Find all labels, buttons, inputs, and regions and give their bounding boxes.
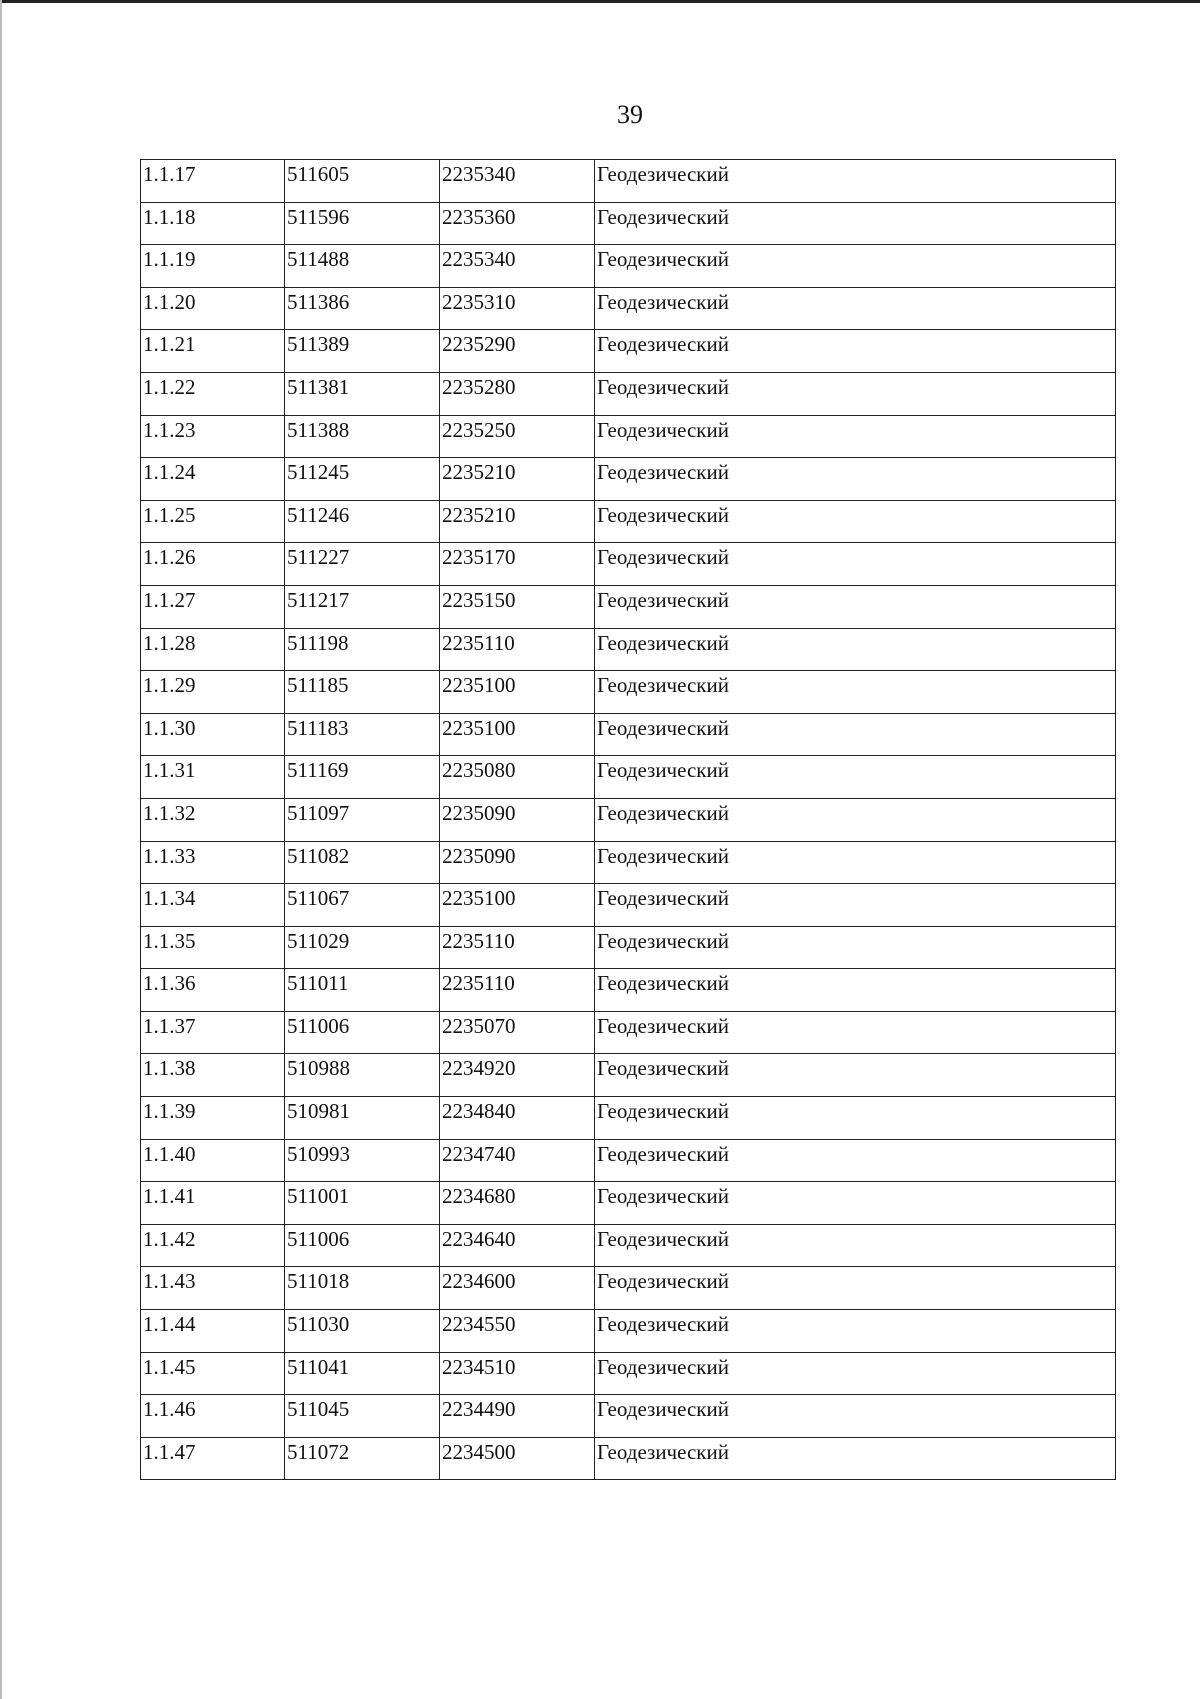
point-number-cell: 1.1.46	[141, 1395, 285, 1438]
coordinate-y-cell: 2234740	[440, 1139, 595, 1182]
coordinates-table-wrap	[140, 159, 1115, 1480]
point-type-cell: Геодезический	[595, 585, 1116, 628]
point-type-cell: Геодезический	[595, 1224, 1116, 1267]
point-type-cell: Геодезический	[595, 330, 1116, 373]
point-number-cell: 1.1.28	[141, 628, 285, 671]
point-type-cell: Геодезический	[595, 1267, 1116, 1310]
table-row	[141, 245, 1116, 288]
coordinate-x-cell: 511097	[285, 798, 440, 841]
point-type-cell: Геодезический	[595, 798, 1116, 841]
coordinate-y-cell: 2234920	[440, 1054, 595, 1097]
coordinate-x-cell: 511388	[285, 415, 440, 458]
coordinate-y-cell: 2235100	[440, 671, 595, 714]
point-type-cell: Геодезический	[595, 1310, 1116, 1353]
table-row	[141, 926, 1116, 969]
coordinate-x-cell: 511006	[285, 1224, 440, 1267]
point-type-cell: Геодезический	[595, 160, 1116, 203]
point-type-cell: Геодезический	[595, 628, 1116, 671]
coordinate-y-cell: 2235340	[440, 245, 595, 288]
coordinate-x-cell: 511072	[285, 1437, 440, 1480]
point-type-cell: Геодезический	[595, 1437, 1116, 1480]
coordinate-y-cell: 2235100	[440, 713, 595, 756]
table-row	[141, 585, 1116, 628]
coordinate-y-cell: 2234680	[440, 1182, 595, 1225]
coordinate-y-cell: 2235210	[440, 458, 595, 501]
coordinate-y-cell: 2235360	[440, 202, 595, 245]
coordinate-y-cell: 2235310	[440, 287, 595, 330]
point-number-cell: 1.1.43	[141, 1267, 285, 1310]
point-type-cell: Геодезический	[595, 1395, 1116, 1438]
point-number-cell: 1.1.37	[141, 1011, 285, 1054]
point-type-cell: Геодезический	[595, 1139, 1116, 1182]
coordinate-x-cell: 511245	[285, 458, 440, 501]
coordinate-y-cell: 2234640	[440, 1224, 595, 1267]
coordinate-x-cell: 511001	[285, 1182, 440, 1225]
coordinate-x-cell: 511386	[285, 287, 440, 330]
table-row	[141, 671, 1116, 714]
coordinate-y-cell: 2234550	[440, 1310, 595, 1353]
coordinate-y-cell: 2235340	[440, 160, 595, 203]
coordinate-x-cell: 511596	[285, 202, 440, 245]
point-number-cell: 1.1.47	[141, 1437, 285, 1480]
coordinate-y-cell: 2235070	[440, 1011, 595, 1054]
coordinate-y-cell: 2235090	[440, 798, 595, 841]
table-row	[141, 969, 1116, 1012]
point-number-cell: 1.1.20	[141, 287, 285, 330]
point-type-cell: Геодезический	[595, 287, 1116, 330]
point-number-cell: 1.1.29	[141, 671, 285, 714]
scan-edge-top	[0, 0, 1200, 3]
point-type-cell: Геодезический	[595, 372, 1116, 415]
point-number-cell: 1.1.35	[141, 926, 285, 969]
coordinate-x-cell: 511041	[285, 1352, 440, 1395]
point-number-cell: 1.1.23	[141, 415, 285, 458]
point-type-cell: Геодезический	[595, 671, 1116, 714]
point-number-cell: 1.1.22	[141, 372, 285, 415]
table-row	[141, 1310, 1116, 1353]
table-row	[141, 1182, 1116, 1225]
coordinate-x-cell: 511217	[285, 585, 440, 628]
coordinate-y-cell: 2235250	[440, 415, 595, 458]
coordinate-y-cell: 2235280	[440, 372, 595, 415]
coordinate-y-cell: 2234500	[440, 1437, 595, 1480]
coordinate-x-cell: 511605	[285, 160, 440, 203]
table-row	[141, 500, 1116, 543]
point-number-cell: 1.1.34	[141, 884, 285, 927]
table-row	[141, 756, 1116, 799]
point-type-cell: Геодезический	[595, 415, 1116, 458]
point-number-cell: 1.1.24	[141, 458, 285, 501]
scan-edge-left	[0, 0, 2, 1699]
coordinate-y-cell: 2235100	[440, 884, 595, 927]
point-number-cell: 1.1.18	[141, 202, 285, 245]
table-row	[141, 628, 1116, 671]
point-number-cell: 1.1.31	[141, 756, 285, 799]
point-type-cell: Геодезический	[595, 756, 1116, 799]
point-number-cell: 1.1.45	[141, 1352, 285, 1395]
point-type-cell: Геодезический	[595, 1182, 1116, 1225]
coordinate-y-cell: 2235210	[440, 500, 595, 543]
coordinates-table	[140, 159, 1116, 1480]
point-type-cell: Геодезический	[595, 841, 1116, 884]
coordinate-x-cell: 511169	[285, 756, 440, 799]
table-row	[141, 713, 1116, 756]
point-number-cell: 1.1.38	[141, 1054, 285, 1097]
table-row	[141, 884, 1116, 927]
coordinate-x-cell: 511029	[285, 926, 440, 969]
point-number-cell: 1.1.42	[141, 1224, 285, 1267]
table-row	[141, 202, 1116, 245]
point-number-cell: 1.1.26	[141, 543, 285, 586]
point-number-cell: 1.1.39	[141, 1097, 285, 1140]
point-type-cell: Геодезический	[595, 713, 1116, 756]
table-row	[141, 1011, 1116, 1054]
point-number-cell: 1.1.41	[141, 1182, 285, 1225]
point-number-cell: 1.1.30	[141, 713, 285, 756]
coordinate-y-cell: 2235110	[440, 969, 595, 1012]
table-row	[141, 543, 1116, 586]
coordinate-y-cell: 2234600	[440, 1267, 595, 1310]
table-row	[141, 841, 1116, 884]
point-type-cell: Геодезический	[595, 500, 1116, 543]
coordinate-y-cell: 2235170	[440, 543, 595, 586]
coordinate-x-cell: 511011	[285, 969, 440, 1012]
coordinate-x-cell: 511006	[285, 1011, 440, 1054]
point-number-cell: 1.1.36	[141, 969, 285, 1012]
coordinate-x-cell: 510981	[285, 1097, 440, 1140]
table-row	[141, 1352, 1116, 1395]
table-row	[141, 1139, 1116, 1182]
coordinate-x-cell: 511018	[285, 1267, 440, 1310]
coordinate-x-cell: 511198	[285, 628, 440, 671]
coordinate-x-cell: 511045	[285, 1395, 440, 1438]
coordinate-y-cell: 2235290	[440, 330, 595, 373]
point-type-cell: Геодезический	[595, 926, 1116, 969]
coordinate-x-cell: 511488	[285, 245, 440, 288]
coordinate-x-cell: 511067	[285, 884, 440, 927]
coordinate-y-cell: 2235090	[440, 841, 595, 884]
table-row	[141, 372, 1116, 415]
table-row	[141, 330, 1116, 373]
point-type-cell: Геодезический	[595, 543, 1116, 586]
point-type-cell: Геодезический	[595, 1054, 1116, 1097]
coordinate-x-cell: 510988	[285, 1054, 440, 1097]
point-number-cell: 1.1.21	[141, 330, 285, 373]
coordinate-y-cell: 2235150	[440, 585, 595, 628]
table-row	[141, 1267, 1116, 1310]
coordinates-table-body	[141, 160, 1116, 1480]
point-type-cell: Геодезический	[595, 969, 1116, 1012]
point-type-cell: Геодезический	[595, 884, 1116, 927]
coordinate-y-cell: 2235110	[440, 926, 595, 969]
table-row	[141, 1395, 1116, 1438]
table-row	[141, 1054, 1116, 1097]
table-row	[141, 160, 1116, 203]
point-number-cell: 1.1.32	[141, 798, 285, 841]
point-type-cell: Геодезический	[595, 1011, 1116, 1054]
table-row	[141, 458, 1116, 501]
table-row	[141, 287, 1116, 330]
page-number: 39	[617, 100, 643, 129]
point-type-cell: Геодезический	[595, 245, 1116, 288]
point-number-cell: 1.1.19	[141, 245, 285, 288]
point-number-cell: 1.1.44	[141, 1310, 285, 1353]
point-type-cell: Геодезический	[595, 202, 1116, 245]
coordinate-x-cell: 511183	[285, 713, 440, 756]
coordinate-y-cell: 2234490	[440, 1395, 595, 1438]
coordinate-x-cell: 511185	[285, 671, 440, 714]
coordinate-y-cell: 2235110	[440, 628, 595, 671]
point-number-cell: 1.1.40	[141, 1139, 285, 1182]
coordinate-y-cell: 2234840	[440, 1097, 595, 1140]
point-type-cell: Геодезический	[595, 458, 1116, 501]
point-number-cell: 1.1.25	[141, 500, 285, 543]
table-row	[141, 1097, 1116, 1140]
coordinate-x-cell: 511381	[285, 372, 440, 415]
coordinate-y-cell: 2235080	[440, 756, 595, 799]
point-number-cell: 1.1.27	[141, 585, 285, 628]
coordinate-x-cell: 511082	[285, 841, 440, 884]
point-number-cell: 1.1.17	[141, 160, 285, 203]
table-row	[141, 1437, 1116, 1480]
coordinate-x-cell: 511030	[285, 1310, 440, 1353]
coordinate-x-cell: 511389	[285, 330, 440, 373]
coordinate-x-cell: 511227	[285, 543, 440, 586]
coordinate-x-cell: 510993	[285, 1139, 440, 1182]
table-row	[141, 415, 1116, 458]
table-row	[141, 798, 1116, 841]
coordinate-y-cell: 2234510	[440, 1352, 595, 1395]
coordinate-x-cell: 511246	[285, 500, 440, 543]
point-type-cell: Геодезический	[595, 1352, 1116, 1395]
point-type-cell: Геодезический	[595, 1097, 1116, 1140]
point-number-cell: 1.1.33	[141, 841, 285, 884]
table-row	[141, 1224, 1116, 1267]
